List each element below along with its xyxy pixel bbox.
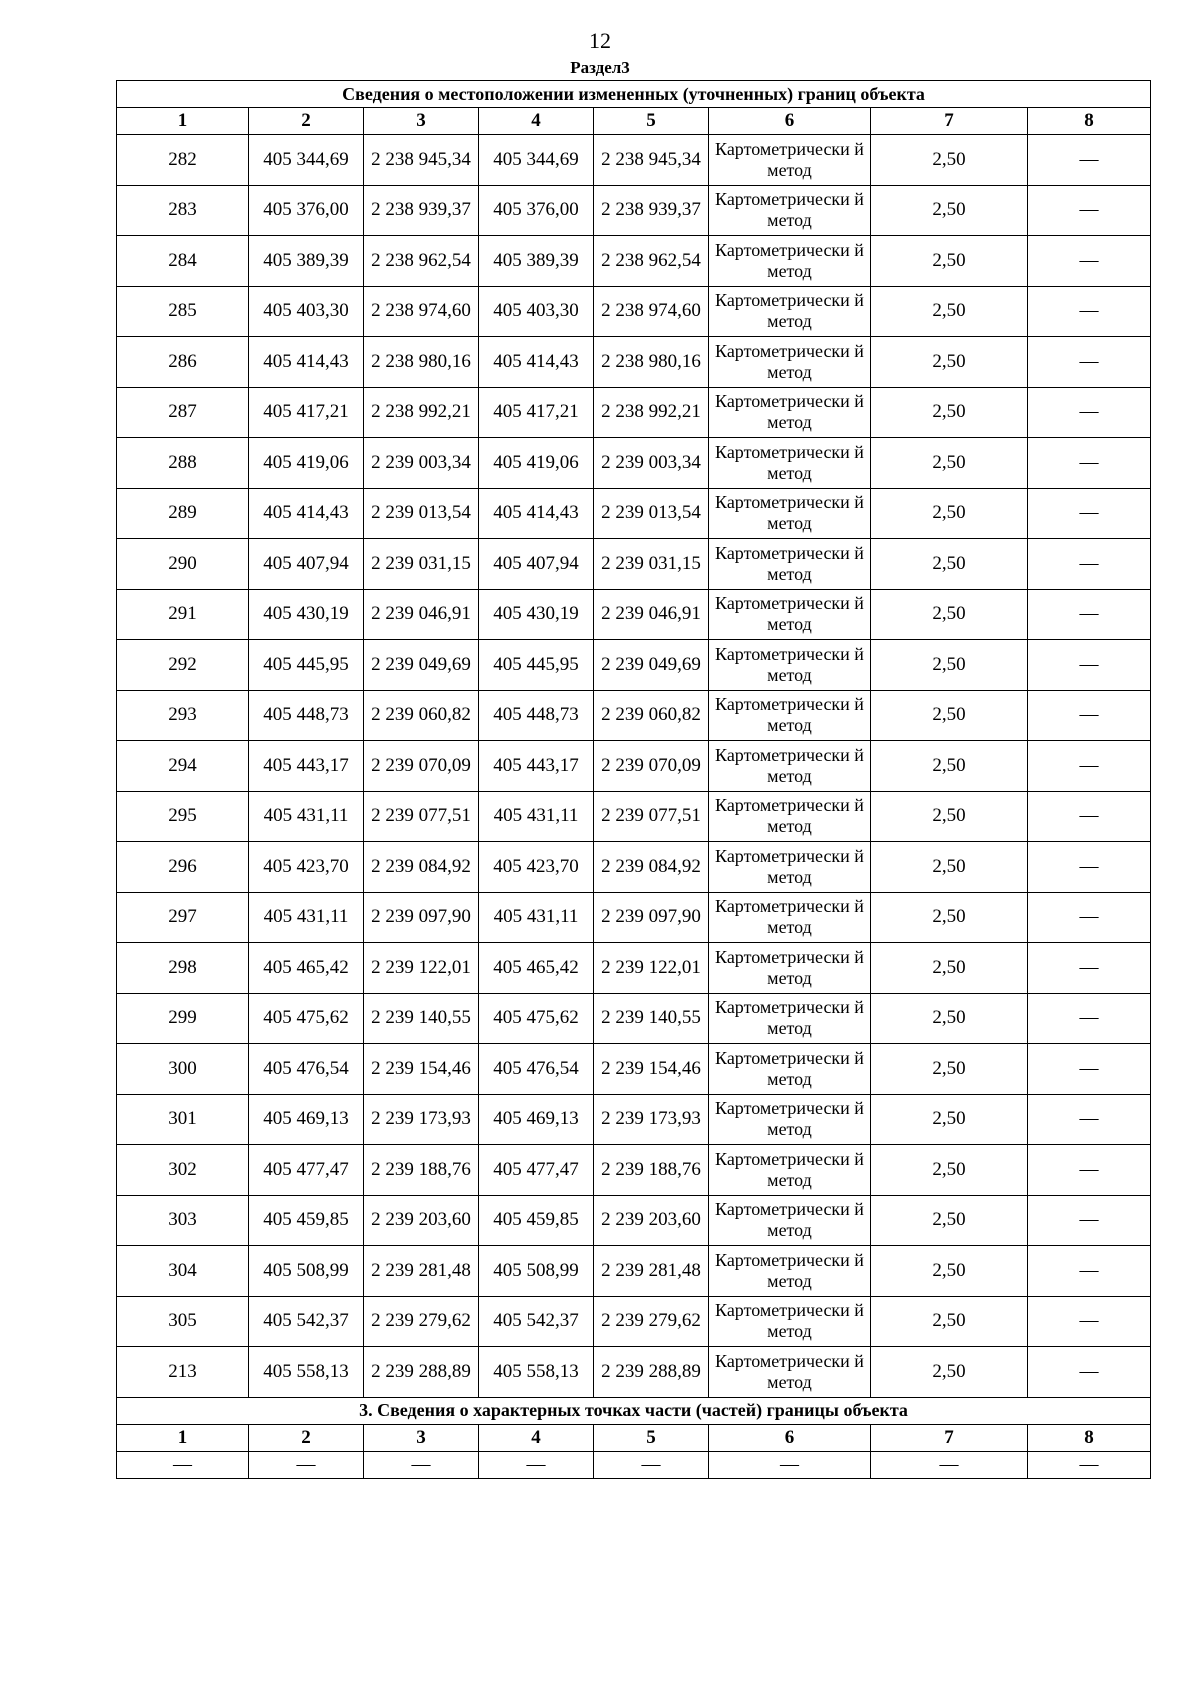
empty-cell: — <box>594 1451 709 1478</box>
x-coordinate-new-cell: 405 414,43 <box>479 337 594 388</box>
table-row <box>117 286 1151 337</box>
column-number: 1 <box>117 108 249 135</box>
x-coordinate-cell: 405 423,70 <box>249 842 364 893</box>
y-coordinate-cell: 2 239 070,09 <box>364 741 479 792</box>
table-row <box>117 842 1151 893</box>
y-coordinate-new-cell: 2 239 031,15 <box>594 539 709 590</box>
x-coordinate-cell: 405 469,13 <box>249 1094 364 1145</box>
note-cell: — <box>1028 589 1151 640</box>
table-row <box>117 1195 1151 1246</box>
method-cell: Картометрически й метод <box>709 337 871 388</box>
table-row <box>117 892 1151 943</box>
x-coordinate-new-cell: 405 376,00 <box>479 185 594 236</box>
x-coordinate-cell: 405 419,06 <box>249 438 364 489</box>
y-coordinate-new-cell: 2 239 173,93 <box>594 1094 709 1145</box>
table-row <box>117 438 1151 489</box>
y-coordinate-new-cell: 2 238 974,60 <box>594 286 709 337</box>
table-row <box>117 387 1151 438</box>
x-coordinate-new-cell: 405 431,11 <box>479 791 594 842</box>
column-number: 5 <box>594 1424 709 1451</box>
point-number-cell: 302 <box>117 1145 249 1196</box>
table-row <box>117 640 1151 691</box>
table-row <box>117 1094 1151 1145</box>
method-cell: Картометрически й метод <box>709 1094 871 1145</box>
subsection-empty-row <box>117 1451 1151 1478</box>
accuracy-cell: 2,50 <box>871 337 1028 388</box>
table-row <box>117 993 1151 1044</box>
point-number-cell: 305 <box>117 1296 249 1347</box>
column-number: 3 <box>364 1424 479 1451</box>
column-number: 1 <box>117 1424 249 1451</box>
accuracy-cell: 2,50 <box>871 589 1028 640</box>
method-cell: Картометрически й метод <box>709 236 871 287</box>
method-cell: Картометрически й метод <box>709 539 871 590</box>
x-coordinate-new-cell: 405 403,30 <box>479 286 594 337</box>
y-coordinate-new-cell: 2 239 281,48 <box>594 1246 709 1297</box>
method-cell: Картометрически й метод <box>709 589 871 640</box>
note-cell: — <box>1028 892 1151 943</box>
x-coordinate-new-cell: 405 445,95 <box>479 640 594 691</box>
column-number: 7 <box>871 1424 1028 1451</box>
point-number-cell: 288 <box>117 438 249 489</box>
table-row <box>117 741 1151 792</box>
accuracy-cell: 2,50 <box>871 943 1028 994</box>
note-cell: — <box>1028 488 1151 539</box>
x-coordinate-cell: 405 558,13 <box>249 1347 364 1398</box>
column-number: 3 <box>364 108 479 135</box>
x-coordinate-new-cell: 405 459,85 <box>479 1195 594 1246</box>
table-row <box>117 791 1151 842</box>
empty-cell: — <box>249 1451 364 1478</box>
table-row <box>117 337 1151 388</box>
table-row <box>117 589 1151 640</box>
note-cell: — <box>1028 943 1151 994</box>
point-number-cell: 301 <box>117 1094 249 1145</box>
note-cell: — <box>1028 539 1151 590</box>
y-coordinate-cell: 2 239 049,69 <box>364 640 479 691</box>
y-coordinate-cell: 2 239 003,34 <box>364 438 479 489</box>
x-coordinate-cell: 405 414,43 <box>249 488 364 539</box>
x-coordinate-cell: 405 407,94 <box>249 539 364 590</box>
x-coordinate-new-cell: 405 469,13 <box>479 1094 594 1145</box>
y-coordinate-cell: 2 239 188,76 <box>364 1145 479 1196</box>
note-cell: — <box>1028 1246 1151 1297</box>
accuracy-cell: 2,50 <box>871 236 1028 287</box>
method-cell: Картометрически й метод <box>709 185 871 236</box>
x-coordinate-new-cell: 405 477,47 <box>479 1145 594 1196</box>
column-number: 2 <box>249 108 364 135</box>
table-row <box>117 539 1151 590</box>
y-coordinate-new-cell: 2 239 097,90 <box>594 892 709 943</box>
point-number-cell: 213 <box>117 1347 249 1398</box>
page-number: 12 <box>589 28 611 53</box>
y-coordinate-cell: 2 238 974,60 <box>364 286 479 337</box>
y-coordinate-cell: 2 239 046,91 <box>364 589 479 640</box>
x-coordinate-cell: 405 508,99 <box>249 1246 364 1297</box>
note-cell: — <box>1028 135 1151 186</box>
note-cell: — <box>1028 1195 1151 1246</box>
note-cell: — <box>1028 1094 1151 1145</box>
column-number: 6 <box>709 1424 871 1451</box>
note-cell: — <box>1028 286 1151 337</box>
table-title-row <box>117 81 1151 108</box>
table-row <box>117 1246 1151 1297</box>
y-coordinate-cell: 2 238 945,34 <box>364 135 479 186</box>
x-coordinate-new-cell: 405 430,19 <box>479 589 594 640</box>
empty-cell: — <box>871 1451 1028 1478</box>
method-cell: Картометрически й метод <box>709 438 871 489</box>
x-coordinate-cell: 405 417,21 <box>249 387 364 438</box>
y-coordinate-cell: 2 239 288,89 <box>364 1347 479 1398</box>
accuracy-cell: 2,50 <box>871 842 1028 893</box>
note-cell: — <box>1028 1145 1151 1196</box>
accuracy-cell: 2,50 <box>871 741 1028 792</box>
x-coordinate-new-cell: 405 558,13 <box>479 1347 594 1398</box>
accuracy-cell: 2,50 <box>871 286 1028 337</box>
note-cell: — <box>1028 690 1151 741</box>
method-cell: Картометрически й метод <box>709 387 871 438</box>
table-row <box>117 1145 1151 1196</box>
x-coordinate-new-cell: 405 389,39 <box>479 236 594 287</box>
accuracy-cell: 2,50 <box>871 993 1028 1044</box>
column-number: 4 <box>479 1424 594 1451</box>
y-coordinate-new-cell: 2 239 013,54 <box>594 488 709 539</box>
accuracy-cell: 2,50 <box>871 1296 1028 1347</box>
note-cell: — <box>1028 236 1151 287</box>
table-row <box>117 1296 1151 1347</box>
method-cell: Картометрически й метод <box>709 1195 871 1246</box>
x-coordinate-cell: 405 459,85 <box>249 1195 364 1246</box>
y-coordinate-cell: 2 239 281,48 <box>364 1246 479 1297</box>
y-coordinate-new-cell: 2 238 945,34 <box>594 135 709 186</box>
point-number-cell: 282 <box>117 135 249 186</box>
x-coordinate-new-cell: 405 407,94 <box>479 539 594 590</box>
table-row <box>117 488 1151 539</box>
y-coordinate-new-cell: 2 239 188,76 <box>594 1145 709 1196</box>
column-number: 6 <box>709 108 871 135</box>
x-coordinate-cell: 405 477,47 <box>249 1145 364 1196</box>
note-cell: — <box>1028 993 1151 1044</box>
accuracy-cell: 2,50 <box>871 135 1028 186</box>
point-number-cell: 298 <box>117 943 249 994</box>
note-cell: — <box>1028 1347 1151 1398</box>
note-cell: — <box>1028 185 1151 236</box>
y-coordinate-new-cell: 2 239 003,34 <box>594 438 709 489</box>
column-number: 7 <box>871 108 1028 135</box>
y-coordinate-new-cell: 2 238 962,54 <box>594 236 709 287</box>
note-cell: — <box>1028 640 1151 691</box>
x-coordinate-cell: 405 448,73 <box>249 690 364 741</box>
x-coordinate-cell: 405 430,19 <box>249 589 364 640</box>
y-coordinate-cell: 2 238 962,54 <box>364 236 479 287</box>
table-row <box>117 135 1151 186</box>
x-coordinate-new-cell: 405 414,43 <box>479 488 594 539</box>
note-cell: — <box>1028 842 1151 893</box>
method-cell: Картометрически й метод <box>709 640 871 691</box>
table-row <box>117 185 1151 236</box>
empty-cell: — <box>479 1451 594 1478</box>
y-coordinate-new-cell: 2 239 070,09 <box>594 741 709 792</box>
method-cell: Картометрически й метод <box>709 1044 871 1095</box>
y-coordinate-cell: 2 239 097,90 <box>364 892 479 943</box>
column-number: 2 <box>249 1424 364 1451</box>
note-cell: — <box>1028 791 1151 842</box>
accuracy-cell: 2,50 <box>871 387 1028 438</box>
point-number-cell: 300 <box>117 1044 249 1095</box>
x-coordinate-new-cell: 405 443,17 <box>479 741 594 792</box>
x-coordinate-cell: 405 389,39 <box>249 236 364 287</box>
column-number: 8 <box>1028 108 1151 135</box>
point-number-cell: 295 <box>117 791 249 842</box>
y-coordinate-new-cell: 2 239 049,69 <box>594 640 709 691</box>
empty-cell: — <box>709 1451 871 1478</box>
empty-cell: — <box>117 1451 249 1478</box>
y-coordinate-new-cell: 2 239 288,89 <box>594 1347 709 1398</box>
x-coordinate-cell: 405 475,62 <box>249 993 364 1044</box>
method-cell: Картометрически й метод <box>709 1246 871 1297</box>
point-number-cell: 283 <box>117 185 249 236</box>
accuracy-cell: 2,50 <box>871 892 1028 943</box>
accuracy-cell: 2,50 <box>871 1044 1028 1095</box>
column-number: 5 <box>594 108 709 135</box>
empty-cell: — <box>364 1451 479 1478</box>
note-cell: — <box>1028 337 1151 388</box>
accuracy-cell: 2,50 <box>871 1246 1028 1297</box>
note-cell: — <box>1028 1296 1151 1347</box>
accuracy-cell: 2,50 <box>871 640 1028 691</box>
method-cell: Картометрически й метод <box>709 993 871 1044</box>
y-coordinate-cell: 2 239 077,51 <box>364 791 479 842</box>
x-coordinate-new-cell: 405 465,42 <box>479 943 594 994</box>
point-number-cell: 303 <box>117 1195 249 1246</box>
y-coordinate-cell: 2 239 279,62 <box>364 1296 479 1347</box>
y-coordinate-new-cell: 2 239 084,92 <box>594 842 709 893</box>
x-coordinate-new-cell: 405 475,62 <box>479 993 594 1044</box>
point-number-cell: 304 <box>117 1246 249 1297</box>
y-coordinate-cell: 2 239 060,82 <box>364 690 479 741</box>
y-coordinate-new-cell: 2 239 122,01 <box>594 943 709 994</box>
column-number-row <box>117 108 1151 135</box>
accuracy-cell: 2,50 <box>871 438 1028 489</box>
x-coordinate-new-cell: 405 508,99 <box>479 1246 594 1297</box>
y-coordinate-new-cell: 2 238 992,21 <box>594 387 709 438</box>
point-number-cell: 290 <box>117 539 249 590</box>
y-coordinate-new-cell: 2 239 279,62 <box>594 1296 709 1347</box>
note-cell: — <box>1028 741 1151 792</box>
method-cell: Картометрически й метод <box>709 690 871 741</box>
subsection-column-number-row <box>117 1424 1151 1451</box>
column-number: 8 <box>1028 1424 1151 1451</box>
method-cell: Картометрически й метод <box>709 488 871 539</box>
point-number-cell: 287 <box>117 387 249 438</box>
x-coordinate-cell: 405 542,37 <box>249 1296 364 1347</box>
y-coordinate-new-cell: 2 239 154,46 <box>594 1044 709 1095</box>
x-coordinate-cell: 405 414,43 <box>249 337 364 388</box>
accuracy-cell: 2,50 <box>871 1347 1028 1398</box>
x-coordinate-new-cell: 405 417,21 <box>479 387 594 438</box>
x-coordinate-cell: 405 476,54 <box>249 1044 364 1095</box>
method-cell: Картометрически й метод <box>709 741 871 792</box>
point-number-cell: 299 <box>117 993 249 1044</box>
x-coordinate-new-cell: 405 542,37 <box>479 1296 594 1347</box>
y-coordinate-cell: 2 238 939,37 <box>364 185 479 236</box>
x-coordinate-cell: 405 431,11 <box>249 791 364 842</box>
point-number-cell: 297 <box>117 892 249 943</box>
x-coordinate-new-cell: 405 431,11 <box>479 892 594 943</box>
note-cell: — <box>1028 438 1151 489</box>
accuracy-cell: 2,50 <box>871 488 1028 539</box>
x-coordinate-new-cell: 405 476,54 <box>479 1044 594 1095</box>
table-row <box>117 690 1151 741</box>
accuracy-cell: 2,50 <box>871 1145 1028 1196</box>
point-number-cell: 289 <box>117 488 249 539</box>
y-coordinate-cell: 2 239 122,01 <box>364 943 479 994</box>
y-coordinate-new-cell: 2 239 046,91 <box>594 589 709 640</box>
y-coordinate-cell: 2 239 084,92 <box>364 842 479 893</box>
point-number-cell: 284 <box>117 236 249 287</box>
accuracy-cell: 2,50 <box>871 539 1028 590</box>
point-number-cell: 291 <box>117 589 249 640</box>
table-row <box>117 1044 1151 1095</box>
y-coordinate-new-cell: 2 238 980,16 <box>594 337 709 388</box>
y-coordinate-cell: 2 238 980,16 <box>364 337 479 388</box>
accuracy-cell: 2,50 <box>871 690 1028 741</box>
x-coordinate-cell: 405 344,69 <box>249 135 364 186</box>
x-coordinate-new-cell: 405 448,73 <box>479 690 594 741</box>
method-cell: Картометрически й метод <box>709 1347 871 1398</box>
x-coordinate-new-cell: 405 423,70 <box>479 842 594 893</box>
y-coordinate-new-cell: 2 239 060,82 <box>594 690 709 741</box>
point-number-cell: 296 <box>117 842 249 893</box>
method-cell: Картометрически й метод <box>709 1145 871 1196</box>
column-number: 4 <box>479 108 594 135</box>
y-coordinate-new-cell: 2 239 077,51 <box>594 791 709 842</box>
y-coordinate-cell: 2 239 140,55 <box>364 993 479 1044</box>
accuracy-cell: 2,50 <box>871 185 1028 236</box>
method-cell: Картометрически й метод <box>709 791 871 842</box>
note-cell: — <box>1028 387 1151 438</box>
table-row <box>117 236 1151 287</box>
x-coordinate-cell: 405 465,42 <box>249 943 364 994</box>
y-coordinate-cell: 2 239 013,54 <box>364 488 479 539</box>
point-number-cell: 293 <box>117 690 249 741</box>
x-coordinate-cell: 405 403,30 <box>249 286 364 337</box>
subsection-title-row <box>117 1397 1151 1424</box>
accuracy-cell: 2,50 <box>871 1195 1028 1246</box>
y-coordinate-cell: 2 239 173,93 <box>364 1094 479 1145</box>
method-cell: Картометрически й метод <box>709 1296 871 1347</box>
accuracy-cell: 2,50 <box>871 791 1028 842</box>
method-cell: Картометрически й метод <box>709 135 871 186</box>
method-cell: Картометрически й метод <box>709 286 871 337</box>
y-coordinate-cell: 2 239 203,60 <box>364 1195 479 1246</box>
note-cell: — <box>1028 1044 1151 1095</box>
x-coordinate-new-cell: 405 419,06 <box>479 438 594 489</box>
x-coordinate-cell: 405 376,00 <box>249 185 364 236</box>
y-coordinate-cell: 2 239 031,15 <box>364 539 479 590</box>
method-cell: Картометрически й метод <box>709 842 871 893</box>
point-number-cell: 286 <box>117 337 249 388</box>
y-coordinate-cell: 2 239 154,46 <box>364 1044 479 1095</box>
x-coordinate-cell: 405 443,17 <box>249 741 364 792</box>
point-number-cell: 294 <box>117 741 249 792</box>
table-title: Сведения о местоположении измененных (уточненных) границ объекта <box>117 81 1151 108</box>
accuracy-cell: 2,50 <box>871 1094 1028 1145</box>
x-coordinate-new-cell: 405 344,69 <box>479 135 594 186</box>
y-coordinate-new-cell: 2 238 939,37 <box>594 185 709 236</box>
method-cell: Картометрически й метод <box>709 943 871 994</box>
x-coordinate-cell: 405 445,95 <box>249 640 364 691</box>
table-row <box>117 943 1151 994</box>
subsection-title: 3. Сведения о характерных точках части (частей) границы объекта <box>117 1397 1151 1424</box>
y-coordinate-new-cell: 2 239 140,55 <box>594 993 709 1044</box>
empty-cell: — <box>1028 1451 1151 1478</box>
y-coordinate-new-cell: 2 239 203,60 <box>594 1195 709 1246</box>
y-coordinate-cell: 2 238 992,21 <box>364 387 479 438</box>
x-coordinate-cell: 405 431,11 <box>249 892 364 943</box>
boundary-coordinates-table <box>116 80 1151 1479</box>
point-number-cell: 285 <box>117 286 249 337</box>
section-label: Раздел3 <box>570 58 630 77</box>
point-number-cell: 292 <box>117 640 249 691</box>
table-row <box>117 1347 1151 1398</box>
method-cell: Картометрически й метод <box>709 892 871 943</box>
